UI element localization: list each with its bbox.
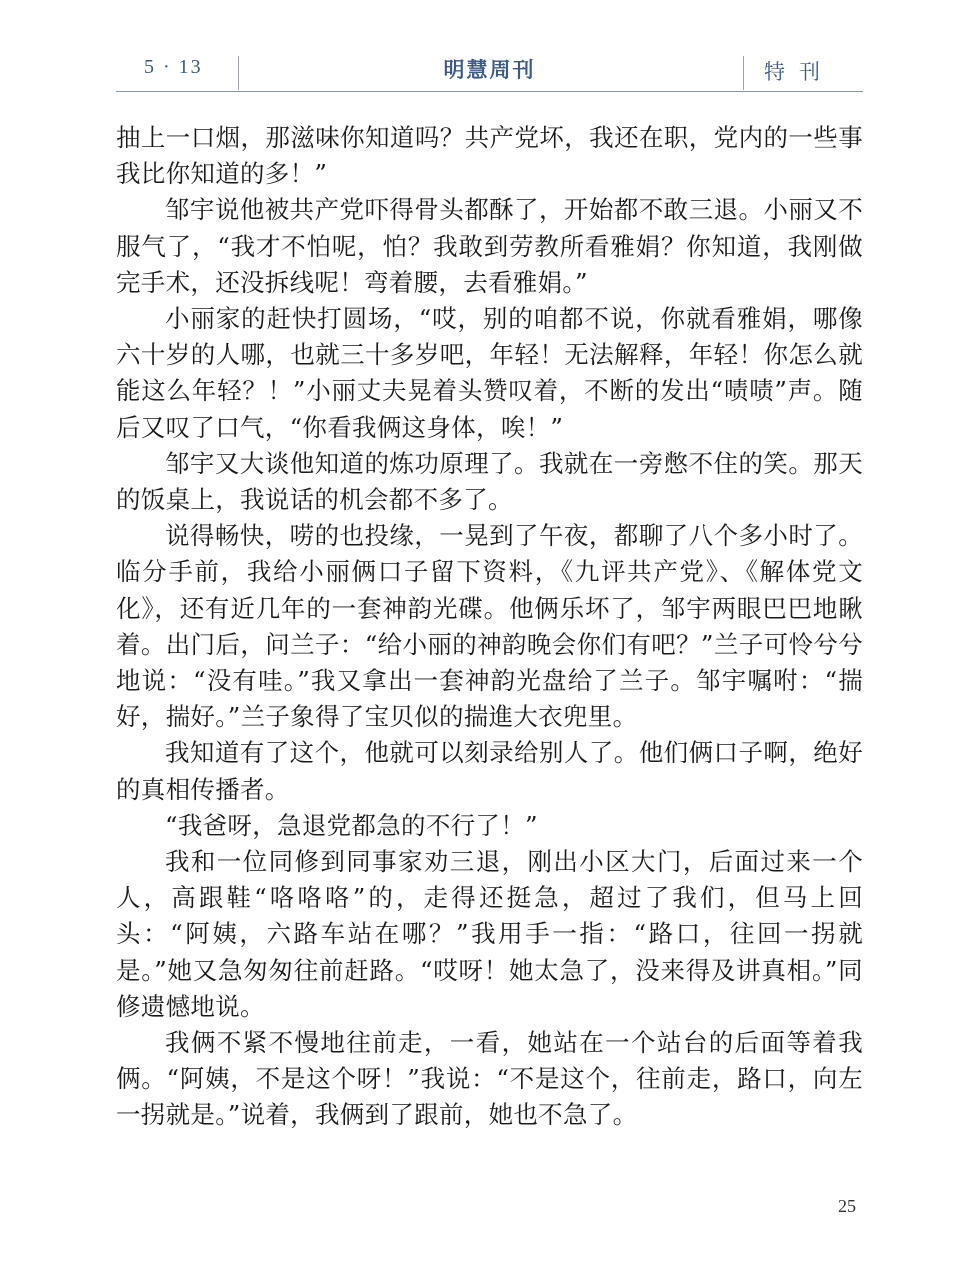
publication-title: 明慧周刊 [443,58,536,82]
paragraph: 我俩不紧不慢地往前走，一看，她站在一个站台的后面等着我俩。“阿姨，不是这个呀！”我说：“不是这个，往前走，路口，向左一拐就是。”说着，我俩到了跟前，她也不急了。 [116,1028,863,1130]
paragraph: 邹宇说他被共产党吓得骨头都酥了，开始都不敢三退。小丽又不服气了，“我才不怕呢，怕？我敢到劳教所看雅娟？你知道，我刚做完手术，还没拆线呢！弯着腰，去看雅娟。” [116,195,863,297]
paragraph: 抽上一口烟，那滋味你知道吗？共产党坏，我还在职，党内的一些事我比你知道的多！” [116,123,863,189]
header-divider-right [743,56,744,90]
issue-number: 5 · 13 [144,56,203,78]
article-body [116,120,863,1134]
page-number: 25 [838,1196,856,1216]
section-label: 特刊 [764,60,834,84]
paragraph: 说得畅快，唠的也投缘，一晃到了午夜，都聊了八个多小时了。临分手前，我给小丽俩口子留下资料，《九评共产党》、《解体党文化》，还有近几年的一套神韵光碟。他俩乐坏了，邹宇两眼巴巴地瞅着。出门后，问兰子：“给小丽的神韵晚会你们有吧？”兰子可怜兮兮地说：“没有哇。”我又拿出一套神韵光盘给了兰子。邹宇嘱咐：“揣好，揣好。”兰子象得了宝贝似的揣進大衣兜里。 [116,521,863,732]
paragraph: “我爸呀，急退党都急的不行了！” [165,810,538,840]
paragraph: 我和一位同修到同事家劝三退，刚出小区大门，后面过来一个人，高跟鞋“咯咯咯”的，走得还挺急，超过了我们，但马上回头：“阿姨，六路车站在哪？”我用手一指：“路口，往回一拐就是。”她又急匆匆往前赶路。“哎呀！她太急了，没来得及讲真相。”同修遗憾地说。 [116,847,863,1021]
paragraph: 邹宇又大谈他知道的炼功原理了。我就在一旁憋不住的笑。那天的饭桌上，我说话的机会都不多了。 [116,448,863,515]
header-rule [116,91,863,93]
paragraph: 小丽家的赶快打圆场，“哎，别的咱都不说，你就看雅娟，哪像六十岁的人哪，也就三十多岁吧，年轻！无法解释，年轻！你怎么就能这么年轻？！”小丽丈夫晃着头赞叹着，不断的发出“啧啧”声。随后又叹了口气，“你看我俩这身体，唉！” [116,304,863,442]
page-header [116,48,863,92]
paragraph: 我知道有了这个，他就可以刻录给别人了。他们俩口子啊，绝好的真相传播者。 [116,738,863,804]
